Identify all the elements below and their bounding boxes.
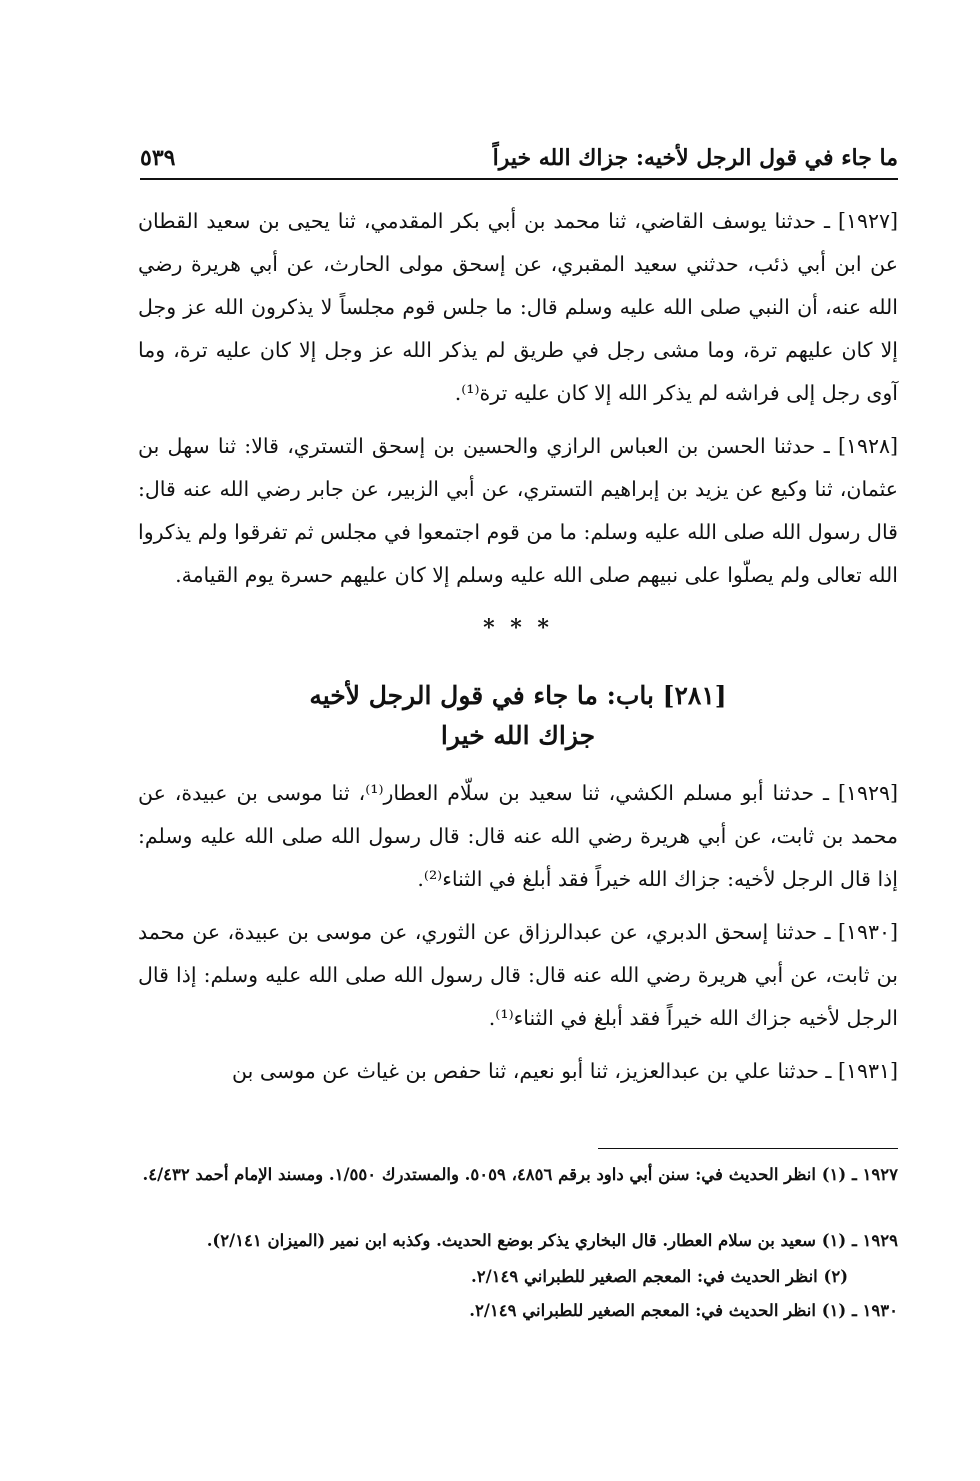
chapter-heading-line1: [٢٨١] باب: ما جاء في قول الرجل لأخيه [309, 681, 727, 710]
footnote-rule [598, 1148, 898, 1149]
hadith-1928: [١٩٢٨] ـ حدثنا الحسن بن العباس الرازي والحسين بن إسحق التستري، قالا: ثنا سهل بن عثمان، ثنا وكيع عن يزيد بن إبراهيم التستري، عن أبي الزبير، عن جابر رضي الله عنه قال: قال رسول الله صلى الله عليه وسلم: ما من قوم اجتمعوا في مجلس ثم تفرقوا ولم يذكروا الله تعالى ولم يصلّوا على نبيهم صلى الله عليه وسلم إلا كان عليهم حسرة يوم القيامة. [138, 434, 898, 587]
chapter-heading [138, 676, 898, 756]
hadith-1929: [١٩٢٩] ـ حدثنا أبو مسلم الكشي، ثنا سعيد بن سلّام العطار⁽¹⁾، ثنا موسى بن عبيدة، عن محمد بن ثابت، عن أبي هريرة رضي الله عنه قال: قال رسول الله صلى الله عليه وسلم: إذا قال الرجل لأخيه: جزاك الله خيراً فقد أبلغ في الثناء⁽²⁾. [138, 781, 899, 891]
chapter-heading-line2: جزاك الله خيرا [440, 721, 596, 750]
running-header [140, 138, 898, 180]
hadith-1927: [١٩٢٧] ـ حدثنا يوسف القاضي، ثنا محمد بن أبي بكر المقدمي، ثنا يحيى بن سعيد القطان عن ابن أبي ذئب، حدثني سعيد المقبري، عن إسحق مولى الحارث، عن أبي هريرة رضي الله عنه، أن النبي صلى الله عليه وسلم قال: ما جلس قوم مجلساً لا يذكرون الله عز وجل إلا كان عليهم ترة، وما مشى رجل في طريق لم يذكر الله عز وجل إلا كان عليه ترة، وما آوى رجل إلى فراشه لم يذكر الله إلا كان عليه ترة⁽¹⁾. [138, 209, 899, 405]
hadith-1930: [١٩٣٠] ـ حدثنا إسحق الدبري، عن عبدالرزاق عن الثوري، عن موسى بن عبيدة، عن محمد بن ثابت، عن أبي هريرة رضي الله عنه قال: قال رسول الله صلى الله عليه وسلم: إذا قال الرجل لأخيه جزاك الله خيراً فقد أبلغ في الثناء⁽¹⁾. [138, 920, 898, 1030]
footnote-1929-2-text: (٢) انظر الحديث في: المعجم الصغير للطبراني ٢/١٤٩. [471, 1267, 848, 1286]
footnote-1927: ١٩٢٧ ـ (١) انظر الحديث في: سنن أبي داود برقم ٤٨٥٦، ٥٠٥٩. والمستدرك ١/٥٥٠. ومسند الإمام أحمد ٤/٤٣٢. [142, 1165, 898, 1184]
footnote-1929-1: ١٩٢٩ ـ (١) سعيد بن سلام العطار. قال البخاري يذكر بوضع الحديث. وكذبه ابن نمير (الميزان ٢/١٤١). [206, 1231, 898, 1250]
footnote-1929-2 [138, 1262, 898, 1292]
main-text [138, 200, 898, 1103]
header-title: ما جاء في قول الرجل لأخيه: جزاك الله خيراً [492, 145, 898, 171]
hadith-1931: [١٩٣١] ـ حدثنا علي بن عبدالعزيز، ثنا أبو نعيم، ثنا حفص بن غياث عن موسى بن [232, 1059, 898, 1083]
page-number: ٥٣٩ [140, 145, 176, 171]
footnote-1930: ١٩٣٠ ـ (١) انظر الحديث في: المعجم الصغير للطبراني ٢/١٤٩. [469, 1301, 898, 1320]
section-separator: * * * [483, 615, 553, 641]
